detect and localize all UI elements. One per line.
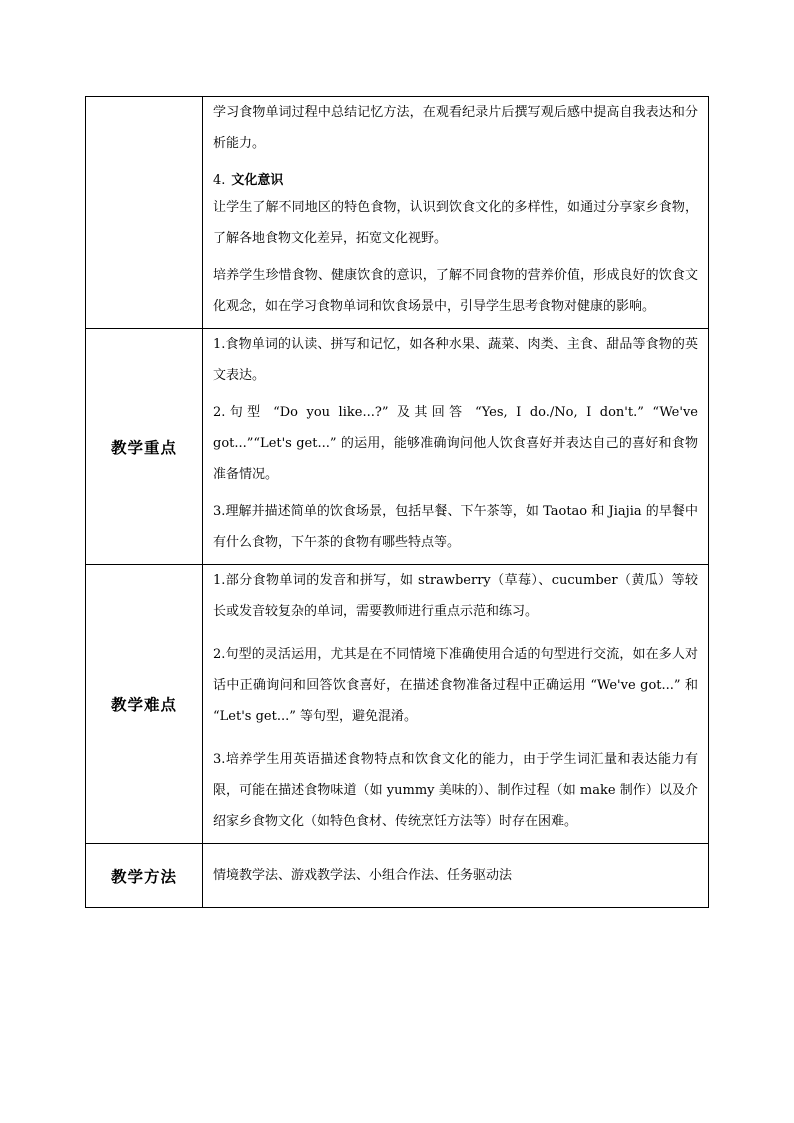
row-label: 教学方法 bbox=[86, 844, 203, 908]
row-label: 教学重点 bbox=[86, 329, 203, 565]
paragraph: 2.句型的灵活运用，尤其是在不同情境下准确使用合适的句型进行交流，如在多人对话中正确询问和回答饮食喜好，在描述食物准备过程中正确运用 “We've got...” 和 “Let's get...” 等句型，避免混淆。 bbox=[213, 647, 698, 724]
paragraph: 让学生了解不同地区的特色食物，认识到饮食文化的多样性，如通过分享家乡食物，了解各地食物文化差异，拓宽文化视野。 bbox=[213, 200, 698, 246]
paragraph: 情境教学法、游戏教学法、小组合作法、任务驱动法 bbox=[213, 868, 513, 883]
table-row bbox=[86, 565, 709, 844]
row-content bbox=[203, 97, 709, 329]
paragraph: 3.理解并描述简单的饮食场景，包括早餐、下午茶等，如 Taotao 和 Jiajia 的早餐中有什么食物，下午茶的食物有哪些特点等。 bbox=[213, 504, 698, 550]
paragraph: 2.句型 “Do you like...?” 及其回答 “Yes, I do./No, I don't.” “We've got...”“Let's get...” 的运用，能够准确询问他人饮食喜好并表达自己的喜好和食物准备情况。 bbox=[213, 405, 698, 482]
table-row bbox=[86, 97, 709, 329]
section-number: 4. bbox=[213, 173, 226, 188]
row-label: 教学难点 bbox=[86, 565, 203, 844]
section-title: 文化意识 bbox=[231, 173, 284, 188]
paragraph: 学习食物单词过程中总结记忆方法，在观看纪录片后撰写观后感中提高自我表达和分析能力。 bbox=[213, 105, 698, 151]
table-row bbox=[86, 329, 709, 565]
paragraph: 3.培养学生用英语描述食物特点和饮食文化的能力，由于学生词汇量和表达能力有限，可能在描述食物味道（如 yummy 美味的）、制作过程（如 make 制作）以及介绍家乡食物文化（如特色食材、传统烹饪方法等）时存在困难。 bbox=[213, 752, 698, 829]
row-content bbox=[203, 844, 709, 908]
row-content bbox=[203, 565, 709, 844]
paragraph: 培养学生珍惜食物、健康饮食的意识，了解不同食物的营养价值，形成良好的饮食文化观念，如在学习食物单词和饮食场景中，引导学生思考食物对健康的影响。 bbox=[213, 268, 698, 314]
row-label bbox=[86, 97, 203, 329]
paragraph: 1.部分食物单词的发音和拼写，如 strawberry（草莓）、cucumber（黄瓜）等较长或发音较复杂的单词，需要教师进行重点示范和练习。 bbox=[213, 573, 698, 619]
table-row bbox=[86, 844, 709, 908]
lesson-plan-table bbox=[85, 96, 709, 908]
paragraph: 1.食物单词的认读、拼写和记忆，如各种水果、蔬菜、肉类、主食、甜品等食物的英文表达。 bbox=[213, 337, 698, 383]
row-content bbox=[203, 329, 709, 565]
